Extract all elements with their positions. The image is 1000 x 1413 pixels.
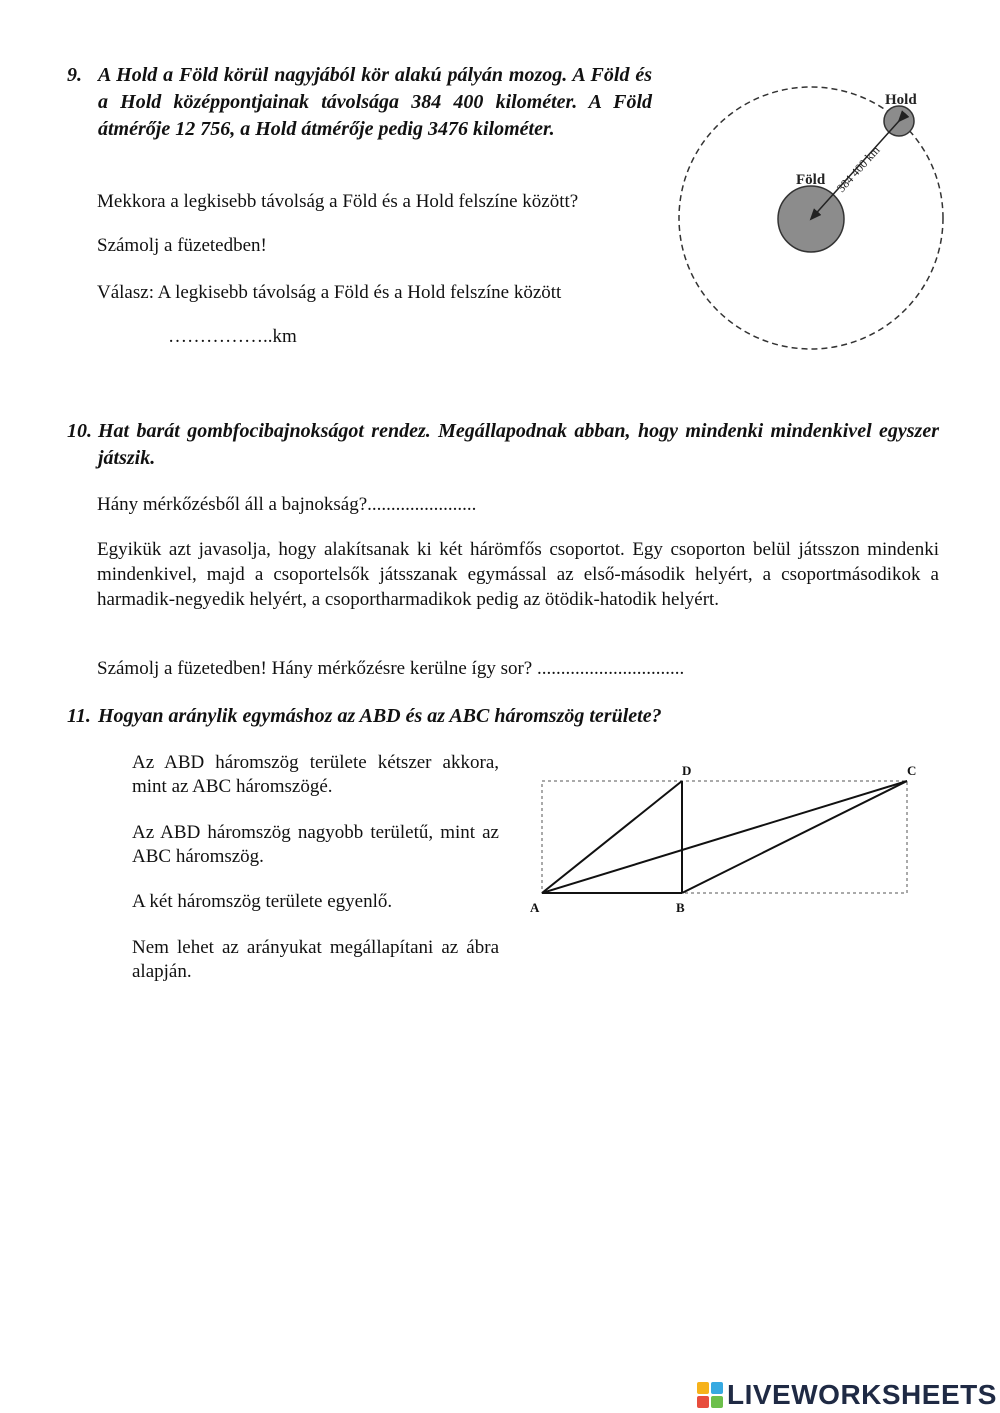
q11-option-2[interactable]: Az ABD háromszög nagyobb területű, mint az ABC háromszög. [132,822,499,867]
vertex-d-label: D [682,763,692,778]
triangle-diagram [525,760,925,920]
logo-square-1 [697,1382,709,1394]
q9-number: 9. [67,64,82,86]
vertex-a-label: A [530,900,540,915]
q11-title: Hogyan aránylik egymáshoz az ABD és az ABC háromszög területe? [98,705,662,727]
logo-square-2 [711,1382,723,1394]
q10-question-2[interactable]: Számolj a füzetedben! Hány mérkőzésre kerülne így sor? ............................... [97,658,685,679]
q10-number: 10. [67,420,92,442]
q11-option-4[interactable]: Nem lehet az arányukat megállapítani az ábra alapján. [132,937,499,982]
earth-label: Föld [796,172,826,188]
q11-number: 11. [67,705,91,727]
vertex-b-label: B [676,900,685,915]
segment-ad [542,781,682,893]
logo-square-4 [711,1396,723,1408]
q10-question-1[interactable]: Hány mérkőzésből áll a bajnokság?....................... [97,494,477,515]
q9-title: A Hold a Föld körül nagyjából kör alakú pályán mozog. A Föld és a Hold középpontjainak távolsága 384 400 kilométer. A Föld átmérője 12 756, a Hold átmérője pedig 3476 kilométer. [98,64,652,140]
moon-label: Hold [885,92,917,108]
q10-title-block [67,418,939,472]
logo-squares-icon [697,1382,723,1408]
logo-text: LIVEWORKSHEETS [727,1379,997,1410]
q11-title-block [67,703,939,730]
q9-answer-prefix: Válasz: A legkisebb távolság a Föld és a Hold felszíne között [97,282,562,303]
q9-answer-blank[interactable]: ……………..km [168,326,297,347]
distance-label: 384 400 km [833,143,883,196]
q9-instruction: Számolj a füzetedben! [97,235,267,256]
segment-ac [542,781,907,893]
logo-square-3 [697,1396,709,1408]
earth-moon-diagram [670,80,960,360]
vertex-c-label: C [907,763,917,778]
q11-option-3[interactable]: A két háromszög területe egyenlő. [132,891,393,912]
q10-title: Hat barát gombfocibajnokságot rendez. Megállapodnak abban, hogy mindenki mindenkivel egyszer játszik. [98,420,939,469]
q10-paragraph: Egyikük azt javasolja, hogy alakítsanak ki két hárömfős csoportot. Egy csoporton belül játsszon mindenki mindenkivel, majd a csoportelsők játsszanak egymással az első-második helyért, a csoportmásodikok a harmadik-negyedik helyért, a csoportharmadikok pedig az ötödik-hatodik helyért. [97,539,939,610]
segment-bc [682,781,907,893]
liveworksheets-logo[interactable] [697,1378,997,1412]
q9-question: Mekkora a legkisebb távolság a Föld és a Hold felszíne között? [97,191,579,212]
q11-option-1[interactable]: Az ABD háromszög területe kétszer akkora, mint az ABC háromszögé. [132,752,499,797]
q9-title-block [67,62,652,143]
